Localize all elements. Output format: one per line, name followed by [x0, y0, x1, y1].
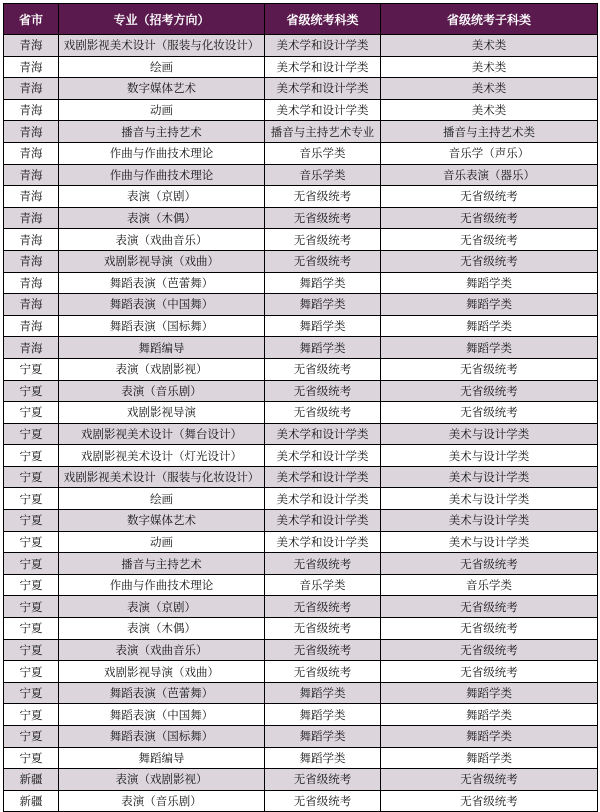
cell-major: 表演（戏曲音乐） — [59, 229, 265, 251]
table-row — [4, 574, 598, 596]
cell-exam-category: 美术学和设计学类 — [265, 445, 381, 467]
cell-exam-category: 无省级统考 — [265, 250, 381, 272]
cell-exam-category: 无省级统考 — [265, 553, 381, 575]
cell-major: 表演（京剧） — [59, 596, 265, 618]
cell-province: 新疆 — [4, 769, 59, 791]
cell-province: 青海 — [4, 186, 59, 208]
cell-exam-subcategory: 无省级统考 — [381, 402, 598, 424]
cell-exam-category: 无省级统考 — [265, 639, 381, 661]
table-row — [4, 294, 598, 316]
cell-province: 青海 — [4, 272, 59, 294]
cell-exam-category: 无省级统考 — [265, 358, 381, 380]
cell-province: 宁夏 — [4, 358, 59, 380]
exam-category-table — [3, 3, 598, 812]
header-row — [4, 4, 598, 35]
table-header — [4, 4, 598, 35]
cell-major: 动画 — [59, 99, 265, 121]
cell-exam-category: 舞蹈学类 — [265, 747, 381, 769]
table-row — [4, 229, 598, 251]
cell-major: 戏剧影视导演（戏曲） — [59, 661, 265, 683]
table-row — [4, 164, 598, 186]
table-row — [4, 78, 598, 100]
cell-major: 表演（戏曲音乐） — [59, 639, 265, 661]
cell-major: 作曲与作曲技术理论 — [59, 574, 265, 596]
table-row — [4, 790, 598, 812]
cell-exam-category: 无省级统考 — [265, 229, 381, 251]
cell-exam-category: 舞蹈学类 — [265, 682, 381, 704]
cell-province: 青海 — [4, 121, 59, 143]
cell-major: 数字媒体艺术 — [59, 510, 265, 532]
cell-province: 青海 — [4, 99, 59, 121]
header-major: 专业（招考方向） — [59, 4, 265, 35]
cell-exam-subcategory: 无省级统考 — [381, 769, 598, 791]
table-row — [4, 272, 598, 294]
cell-major: 表演（京剧） — [59, 186, 265, 208]
cell-province: 宁夏 — [4, 682, 59, 704]
cell-exam-category: 舞蹈学类 — [265, 704, 381, 726]
cell-exam-subcategory: 无省级统考 — [381, 618, 598, 640]
cell-exam-subcategory: 舞蹈学类 — [381, 315, 598, 337]
cell-exam-subcategory: 舞蹈学类 — [381, 704, 598, 726]
cell-province: 宁夏 — [4, 747, 59, 769]
cell-province: 青海 — [4, 229, 59, 251]
cell-exam-subcategory: 舞蹈学类 — [381, 337, 598, 359]
table-row — [4, 769, 598, 791]
cell-province: 宁夏 — [4, 553, 59, 575]
cell-exam-category: 美术学和设计学类 — [265, 466, 381, 488]
cell-exam-category: 美术学和设计学类 — [265, 99, 381, 121]
cell-major: 绘画 — [59, 488, 265, 510]
cell-major: 戏剧影视导演（戏曲） — [59, 250, 265, 272]
cell-major: 播音与主持艺术 — [59, 553, 265, 575]
cell-province: 宁夏 — [4, 380, 59, 402]
cell-exam-category: 播音与主持艺术专业 — [265, 121, 381, 143]
cell-exam-category: 无省级统考 — [265, 790, 381, 812]
table-row — [4, 358, 598, 380]
cell-exam-category: 无省级统考 — [265, 380, 381, 402]
cell-exam-category: 美术学和设计学类 — [265, 488, 381, 510]
cell-major: 戏剧影视美术设计（服装与化妆设计） — [59, 466, 265, 488]
cell-exam-category: 无省级统考 — [265, 769, 381, 791]
cell-major: 绘画 — [59, 56, 265, 78]
table-row — [4, 56, 598, 78]
cell-major: 表演（音乐剧） — [59, 790, 265, 812]
cell-exam-subcategory: 无省级统考 — [381, 639, 598, 661]
table-row — [4, 618, 598, 640]
table-row — [4, 337, 598, 359]
cell-exam-category: 美术学和设计学类 — [265, 510, 381, 532]
cell-exam-subcategory: 无省级统考 — [381, 380, 598, 402]
cell-exam-category: 音乐学类 — [265, 164, 381, 186]
cell-province: 宁夏 — [4, 639, 59, 661]
table-row — [4, 402, 598, 424]
cell-province: 青海 — [4, 337, 59, 359]
table-row — [4, 250, 598, 272]
cell-major: 舞蹈表演（中国舞） — [59, 704, 265, 726]
cell-province: 宁夏 — [4, 423, 59, 445]
table-row — [4, 445, 598, 467]
cell-exam-category: 舞蹈学类 — [265, 337, 381, 359]
table-row — [4, 466, 598, 488]
cell-exam-subcategory: 无省级统考 — [381, 358, 598, 380]
cell-major: 舞蹈表演（国标舞） — [59, 726, 265, 748]
table-row — [4, 423, 598, 445]
table-row — [4, 207, 598, 229]
table-row — [4, 596, 598, 618]
table-row — [4, 121, 598, 143]
cell-exam-category: 无省级统考 — [265, 596, 381, 618]
cell-exam-subcategory: 无省级统考 — [381, 229, 598, 251]
cell-exam-subcategory: 美术类 — [381, 35, 598, 57]
table-row — [4, 488, 598, 510]
cell-province: 宁夏 — [4, 618, 59, 640]
cell-province: 宁夏 — [4, 661, 59, 683]
cell-province: 宁夏 — [4, 445, 59, 467]
cell-exam-subcategory: 美术与设计学类 — [381, 466, 598, 488]
table-row — [4, 682, 598, 704]
table-row — [4, 726, 598, 748]
cell-exam-category: 舞蹈学类 — [265, 272, 381, 294]
cell-major: 舞蹈表演（芭蕾舞） — [59, 272, 265, 294]
cell-major: 表演（木偶） — [59, 207, 265, 229]
header-province: 省市 — [4, 4, 59, 35]
cell-exam-subcategory: 美术与设计学类 — [381, 488, 598, 510]
table-row — [4, 553, 598, 575]
cell-province: 青海 — [4, 56, 59, 78]
cell-exam-category: 无省级统考 — [265, 661, 381, 683]
cell-exam-category: 美术学和设计学类 — [265, 56, 381, 78]
cell-exam-category: 音乐学类 — [265, 142, 381, 164]
table-row — [4, 315, 598, 337]
cell-exam-subcategory: 美术与设计学类 — [381, 531, 598, 553]
cell-exam-subcategory: 无省级统考 — [381, 186, 598, 208]
cell-exam-category: 舞蹈学类 — [265, 315, 381, 337]
cell-exam-subcategory: 无省级统考 — [381, 207, 598, 229]
cell-major: 动画 — [59, 531, 265, 553]
cell-province: 宁夏 — [4, 726, 59, 748]
cell-exam-subcategory: 美术类 — [381, 78, 598, 100]
cell-major: 作曲与作曲技术理论 — [59, 164, 265, 186]
cell-exam-category: 美术学和设计学类 — [265, 531, 381, 553]
cell-exam-category: 无省级统考 — [265, 402, 381, 424]
table-body — [4, 35, 598, 812]
cell-exam-subcategory: 舞蹈学类 — [381, 272, 598, 294]
cell-exam-subcategory: 音乐表演（器乐） — [381, 164, 598, 186]
cell-province: 青海 — [4, 35, 59, 57]
cell-exam-subcategory: 美术与设计学类 — [381, 423, 598, 445]
cell-province: 宁夏 — [4, 510, 59, 532]
cell-province: 宁夏 — [4, 402, 59, 424]
cell-major: 播音与主持艺术 — [59, 121, 265, 143]
cell-province: 青海 — [4, 250, 59, 272]
cell-major: 表演（音乐剧） — [59, 380, 265, 402]
cell-exam-category: 无省级统考 — [265, 618, 381, 640]
cell-major: 舞蹈表演（国标舞） — [59, 315, 265, 337]
cell-province: 青海 — [4, 207, 59, 229]
cell-exam-subcategory: 美术类 — [381, 99, 598, 121]
cell-province: 宁夏 — [4, 704, 59, 726]
cell-major: 表演（木偶） — [59, 618, 265, 640]
header-exam-category: 省级统考科类 — [265, 4, 381, 35]
cell-province: 青海 — [4, 294, 59, 316]
cell-major: 数字媒体艺术 — [59, 78, 265, 100]
cell-exam-subcategory: 音乐学（声乐） — [381, 142, 598, 164]
table-row — [4, 142, 598, 164]
cell-exam-subcategory: 舞蹈学类 — [381, 747, 598, 769]
cell-exam-subcategory: 美术与设计学类 — [381, 510, 598, 532]
cell-province: 青海 — [4, 142, 59, 164]
cell-major: 戏剧影视美术设计（服装与化妆设计） — [59, 35, 265, 57]
cell-province: 青海 — [4, 315, 59, 337]
table-row — [4, 661, 598, 683]
cell-province: 青海 — [4, 164, 59, 186]
cell-province: 青海 — [4, 78, 59, 100]
cell-exam-category: 无省级统考 — [265, 207, 381, 229]
cell-exam-subcategory: 舞蹈学类 — [381, 682, 598, 704]
cell-exam-category: 舞蹈学类 — [265, 294, 381, 316]
cell-province: 宁夏 — [4, 574, 59, 596]
cell-exam-subcategory: 播音与主持艺术类 — [381, 121, 598, 143]
cell-exam-subcategory: 无省级统考 — [381, 553, 598, 575]
cell-major: 戏剧影视美术设计（舞台设计） — [59, 423, 265, 445]
cell-province: 宁夏 — [4, 466, 59, 488]
cell-exam-category: 音乐学类 — [265, 574, 381, 596]
cell-major: 表演（戏剧影视） — [59, 358, 265, 380]
table-row — [4, 35, 598, 57]
cell-exam-subcategory: 美术与设计学类 — [381, 445, 598, 467]
cell-major: 舞蹈编导 — [59, 337, 265, 359]
cell-province: 宁夏 — [4, 596, 59, 618]
cell-province: 宁夏 — [4, 531, 59, 553]
cell-exam-subcategory: 无省级统考 — [381, 661, 598, 683]
table-row — [4, 186, 598, 208]
cell-exam-category: 舞蹈学类 — [265, 726, 381, 748]
table-row — [4, 380, 598, 402]
cell-exam-subcategory: 无省级统考 — [381, 596, 598, 618]
cell-exam-subcategory: 无省级统考 — [381, 250, 598, 272]
table-row — [4, 639, 598, 661]
cell-exam-subcategory: 舞蹈学类 — [381, 294, 598, 316]
header-exam-subcategory: 省级统考子科类 — [381, 4, 598, 35]
table-row — [4, 531, 598, 553]
cell-major: 戏剧影视美术设计（灯光设计） — [59, 445, 265, 467]
cell-major: 舞蹈编导 — [59, 747, 265, 769]
cell-exam-subcategory: 音乐学类 — [381, 574, 598, 596]
cell-major: 舞蹈表演（中国舞） — [59, 294, 265, 316]
cell-province: 宁夏 — [4, 488, 59, 510]
cell-exam-category: 美术学和设计学类 — [265, 78, 381, 100]
cell-exam-subcategory: 美术类 — [381, 56, 598, 78]
cell-major: 表演（戏剧影视） — [59, 769, 265, 791]
cell-exam-subcategory: 舞蹈学类 — [381, 726, 598, 748]
cell-exam-category: 美术学和设计学类 — [265, 35, 381, 57]
exam-table-container — [3, 3, 597, 812]
cell-exam-category: 无省级统考 — [265, 186, 381, 208]
table-row — [4, 510, 598, 532]
cell-major: 戏剧影视导演 — [59, 402, 265, 424]
cell-major: 作曲与作曲技术理论 — [59, 142, 265, 164]
table-row — [4, 704, 598, 726]
table-row — [4, 747, 598, 769]
table-row — [4, 99, 598, 121]
cell-province: 新疆 — [4, 790, 59, 812]
cell-major: 舞蹈表演（芭蕾舞） — [59, 682, 265, 704]
cell-exam-category: 美术学和设计学类 — [265, 423, 381, 445]
cell-exam-subcategory: 无省级统考 — [381, 790, 598, 812]
